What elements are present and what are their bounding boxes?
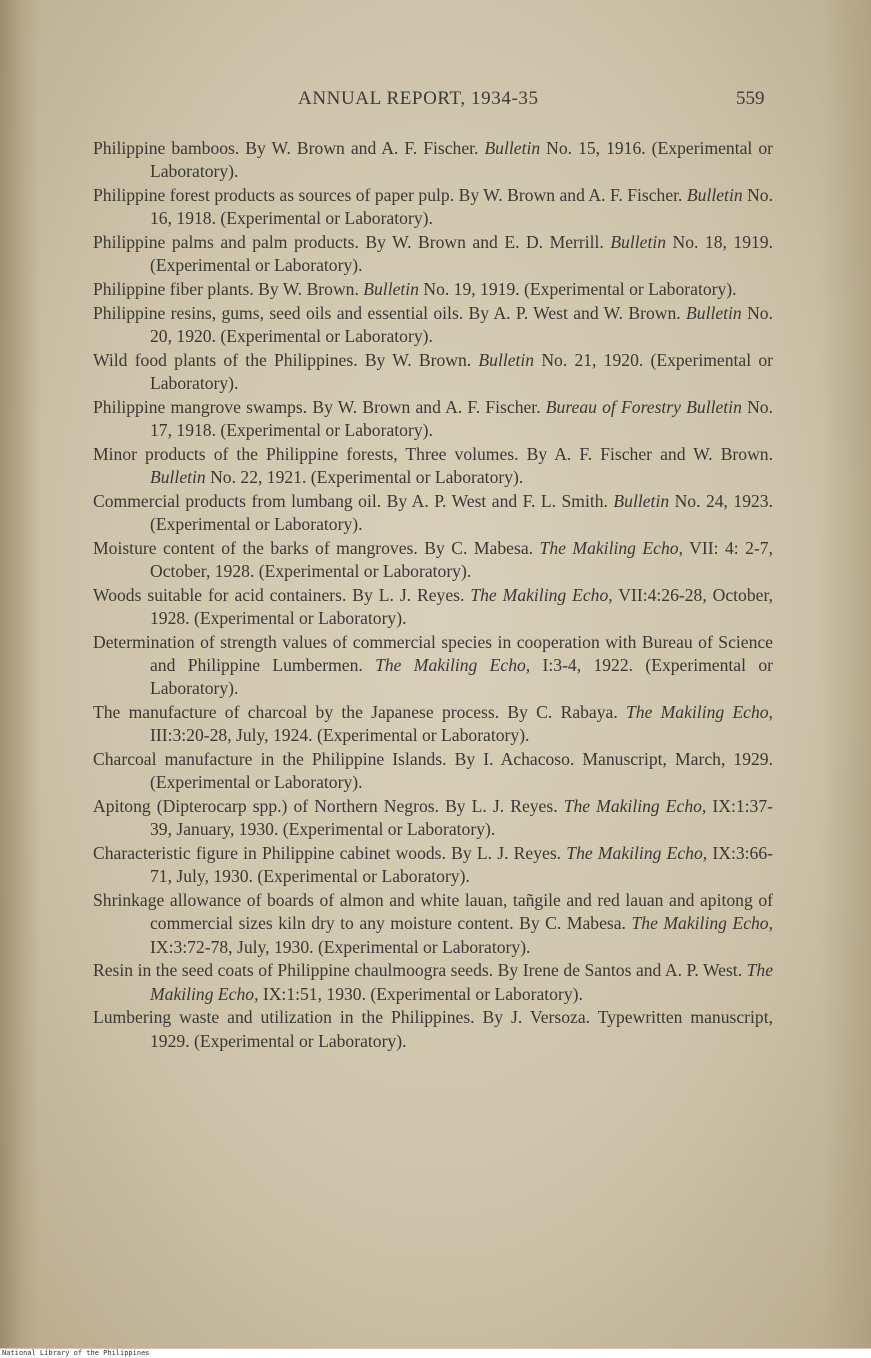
library-credit: National Library of the Philippines <box>0 1349 871 1358</box>
bibliography-entry: Moisture content of the barks of mangroves. By C. Mabesa. The Makiling Echo, VII: 4: 2-7, October, 1928. (Experimental or Laboratory). <box>93 537 773 581</box>
bibliography-entry: Woods suitable for acid containers. By L. J. Reyes. The Makiling Echo, VII:4:26-28, October, 1928. (Experimental or Laboratory). <box>93 584 774 628</box>
bibliography-entry: Lumbering waste and utilization in the Philippines. By J. Versoza. Typewritten manuscript, 1929. (Experimental or Laboratory). <box>93 1007 773 1051</box>
bibliography-entry: Determination of strength values of commercial species in cooperation with Bureau of Science and Philippine Lumbermen. The Makiling Echo, I:3-4, 1922. (Experimental or Laboratory). <box>93 631 773 699</box>
bibliography-entry: Wild food plants of the Philippines. By W. Brown. Bulletin No. 21, 1920. (Experimental or Laboratory). <box>93 349 773 393</box>
bibliography-entry: Apitong (Dipterocarp spp.) of Northern Negros. By L. J. Reyes. The Makiling Echo, IX:1:37-39, January, 1930. (Experimental or Laboratory). <box>93 796 773 840</box>
bibliography-entry: Philippine bamboos. By W. Brown and A. F. Fischer. Bulletin No. 15, 1916. (Experimental or Laboratory). <box>93 138 773 182</box>
bibliography-entry: Charcoal manufacture in the Philippine Islands. By I. Achacoso. Manuscript, March, 1929. (Experimental or Laboratory). <box>93 749 773 793</box>
page-number: 559 <box>736 88 765 109</box>
bibliography-entry: Commercial products from lumbang oil. By A. P. West and F. L. Smith. Bulletin No. 24, 1923. (Experimental or Laboratory). <box>93 490 773 534</box>
running-title: ANNUAL REPORT, 1934-35 <box>298 88 539 109</box>
bibliography-entry: Philippine resins, gums, seed oils and essential oils. By A. P. West and W. Brown. Bulletin No. 20, 1920. (Experimental or Laboratory). <box>93 302 773 346</box>
bibliography-entry: Philippine forest products as sources of paper pulp. By W. Brown and A. F. Fischer. Bulletin No. 16, 1918. (Experimental or Laboratory). <box>93 185 773 229</box>
bibliography-entry: Characteristic figure in Philippine cabinet woods. By L. J. Reyes. The Makiling Echo, IX:3:66-71, July, 1930. (Experimental or Laboratory). <box>93 843 773 887</box>
bibliography-list <box>93 137 773 1053</box>
bibliography-entry: Shrinkage allowance of boards of almon and white lauan, tañgile and red lauan and apitong of commercial sizes kiln dry to any moisture content. By C. Mabesa. The Makiling Echo, IX:3:72-78, July, 1930. (Experimental or Laboratory). <box>93 890 773 957</box>
page-header <box>0 88 871 114</box>
bibliography-entry: Philippine palms and palm products. By W. Brown and E. D. Merrill. Bulletin No. 18, 1919. (Experimental or Laboratory). <box>93 232 773 276</box>
bibliography-entry: Minor products of the Philippine forests, Three volumes. By A. F. Fischer and W. Brown. Bulletin No. 22, 1921. (Experimental or Laboratory). <box>93 443 773 487</box>
bibliography-entry: Resin in the seed coats of Philippine chaulmoogra seeds. By Irene de Santos and A. P. West. The Makiling Echo, IX:1:51, 1930. (Experimental or Laboratory). <box>93 960 773 1004</box>
bibliography-entry: Philippine fiber plants. By W. Brown. Bulletin No. 19, 1919. (Experimental or Laboratory). <box>93 279 737 299</box>
bibliography-entry: Philippine mangrove swamps. By W. Brown and A. F. Fischer. Bureau of Forestry Bulletin No. 17, 1918. (Experimental or Laboratory). <box>93 396 773 440</box>
bibliography-entry: The manufacture of charcoal by the Japanese process. By C. Rabaya. The Makiling Echo, III:3:20-28, July, 1924. (Experimental or Laboratory). <box>93 702 773 746</box>
